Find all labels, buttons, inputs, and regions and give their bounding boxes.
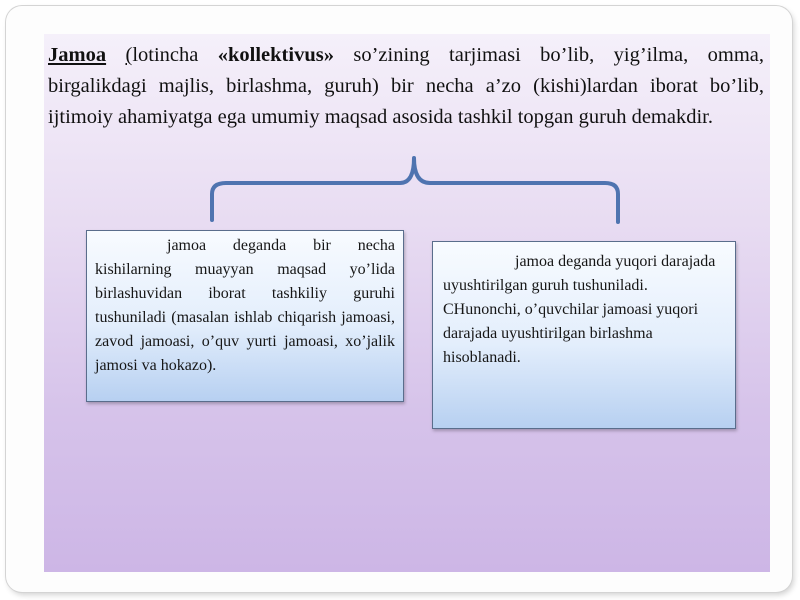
right-definition-box (432, 241, 736, 429)
slide (44, 34, 770, 572)
definition-text-b: so’zining tarjimasi bo’lib, yig’ilma, omma, birgalikdagi majlis, birlashma, guruh) bir necha a’zo (kishi)lardan iborat bo’lib, ijtimoiy ahamiyatga ega umumiy maqsad asosida tashkil topgan guruh demakdir. (48, 44, 764, 128)
definition-latin-word: «kollektivus» (217, 44, 334, 66)
right-box-text: jamoa deganda yuqori darajada uyushtirilgan guruh tushuniladi. CHunonchi, o’quvchilar jamoasi yuqori darajada uyushtirilgan birlashma hisoblanadi. (443, 253, 716, 366)
definition-paren: ( (125, 44, 133, 66)
left-definition-box (86, 230, 404, 402)
definition-text-a: lotincha (132, 44, 218, 66)
definition-term: Jamoa (48, 44, 107, 66)
left-box-text: jamoa deganda bir necha kishilarning muayyan maqsad yo’lida birlashuvidan iborat tashkiliy guruhi tushuniladi (masalan ishlab chiqarish jamoasi, zavod jamoasi, o’quv yurti jamoasi, xo’jalik jamosi va hokazo). (95, 237, 395, 374)
branch-bracket-path (212, 158, 618, 222)
presentation-frame (6, 6, 792, 592)
